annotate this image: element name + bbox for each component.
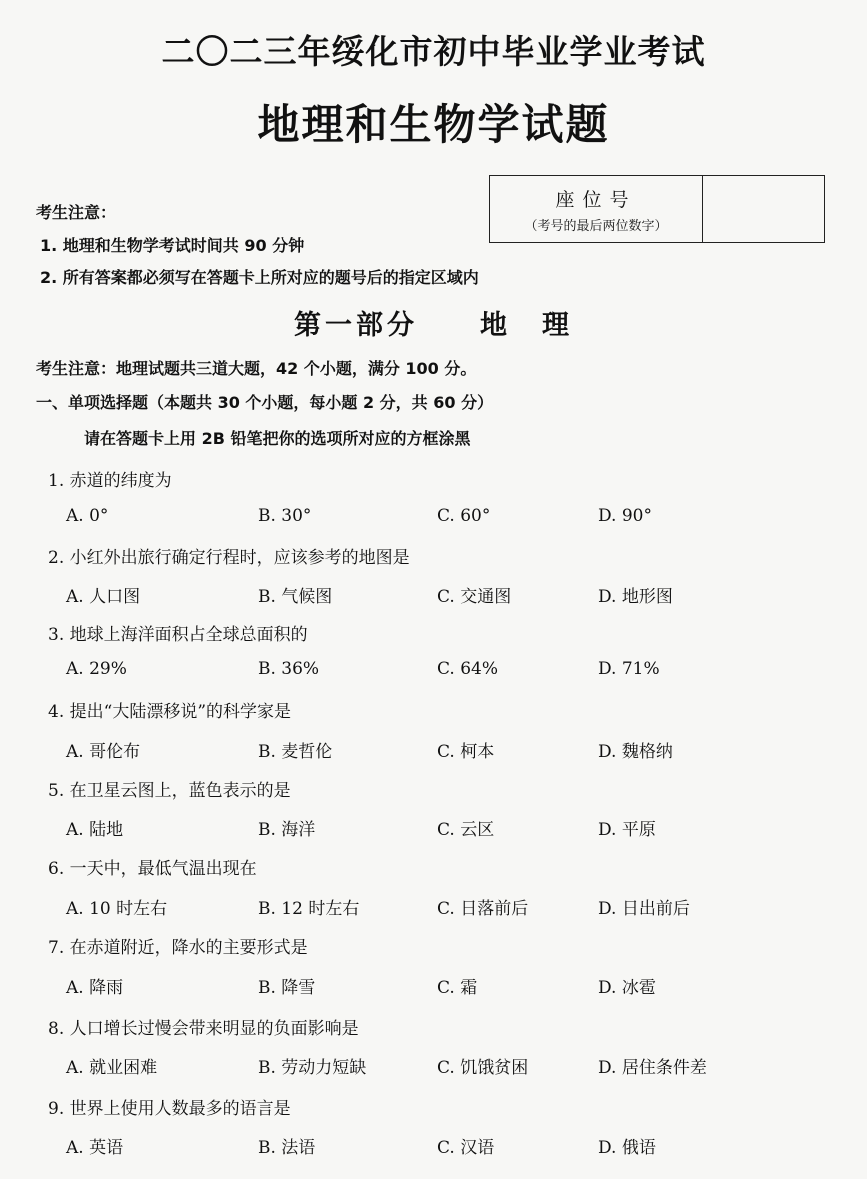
option: A. 29% bbox=[66, 659, 127, 679]
option: A. 英语 bbox=[66, 1138, 124, 1158]
question-text: 8. 人口增长过慢会带来明显的负面影响是 bbox=[48, 1019, 359, 1039]
option: A. 哥伦布 bbox=[66, 742, 141, 762]
subject-title: 地理和生物学试题 bbox=[257, 100, 610, 149]
question-text: 2. 小红外出旅行确定行程时，应该参考的地图是 bbox=[48, 548, 410, 568]
part-notice: 考生注意：地理试题共三道大题，42 个小题，满分 100 分。 bbox=[36, 359, 477, 378]
seat-number-blank bbox=[703, 176, 824, 242]
option: C. 云区 bbox=[437, 820, 495, 840]
notice-heading: 考生注意： bbox=[36, 203, 117, 222]
seat-number-box bbox=[489, 175, 825, 243]
option: B. 30° bbox=[258, 506, 312, 526]
option: C. 64% bbox=[437, 659, 498, 679]
section-heading: 一、单项选择题（本题共 30 个小题，每小题 2 分，共 60 分） bbox=[36, 393, 494, 412]
option: B. 海洋 bbox=[258, 820, 316, 840]
question-text: 5. 在卫星云图上，蓝色表示的是 bbox=[48, 781, 291, 801]
option: D. 冰雹 bbox=[598, 978, 656, 998]
seat-hint: （考号的最后两位数字） bbox=[524, 218, 668, 234]
notice-item: 2. 所有答案都必须写在答题卡上所对应的题号后的指定区域内 bbox=[40, 268, 479, 287]
seat-label-cell bbox=[490, 176, 703, 242]
option: C. 交通图 bbox=[437, 587, 512, 607]
option: B. 劳动力短缺 bbox=[258, 1058, 367, 1078]
option: C. 饥饿贫困 bbox=[437, 1058, 529, 1078]
option: B. 麦哲伦 bbox=[258, 742, 333, 762]
question-text: 6. 一天中，最低气温出现在 bbox=[48, 859, 257, 879]
section-instruction: 请在答题卡上用 2B 铅笔把你的选项所对应的方框涂黑 bbox=[84, 429, 471, 448]
option: B. 法语 bbox=[258, 1138, 316, 1158]
option: A. 0° bbox=[66, 506, 109, 526]
seat-label: 座位号 bbox=[555, 188, 637, 211]
option: B. 气候图 bbox=[258, 587, 333, 607]
option: C. 柯本 bbox=[437, 742, 495, 762]
question-text: 3. 地球上海洋面积占全球总面积的 bbox=[48, 625, 308, 645]
exam-title: 二〇二三年绥化市初中毕业学业考试 bbox=[161, 32, 706, 71]
option: D. 71% bbox=[598, 659, 660, 679]
option: C. 60° bbox=[437, 506, 491, 526]
option: B. 36% bbox=[258, 659, 320, 679]
option: D. 居住条件差 bbox=[598, 1058, 707, 1078]
option: C. 霜 bbox=[437, 978, 478, 998]
option: B. 降雪 bbox=[258, 978, 316, 998]
question-text: 1. 赤道的纬度为 bbox=[48, 471, 172, 491]
option: D. 90° bbox=[598, 506, 652, 526]
notice-item: 1. 地理和生物学考试时间共 90 分钟 bbox=[40, 236, 305, 255]
question-text: 9. 世界上使用人数最多的语言是 bbox=[48, 1099, 291, 1119]
option: A. 陆地 bbox=[66, 820, 124, 840]
option: A. 人口图 bbox=[66, 587, 141, 607]
option: D. 日出前后 bbox=[598, 899, 690, 919]
option: A. 就业困难 bbox=[66, 1058, 158, 1078]
option: D. 魏格纳 bbox=[598, 742, 673, 762]
option: D. 俄语 bbox=[598, 1138, 656, 1158]
option: C. 日落前后 bbox=[437, 899, 529, 919]
option: D. 平原 bbox=[598, 820, 656, 840]
part-title: 第一部分 地 理 bbox=[294, 310, 573, 341]
question-text: 7. 在赤道附近，降水的主要形式是 bbox=[48, 938, 308, 958]
option: C. 汉语 bbox=[437, 1138, 495, 1158]
option: D. 地形图 bbox=[598, 587, 673, 607]
option: A. 10 时左右 bbox=[66, 899, 168, 919]
question-text: 4. 提出“大陆漂移说”的科学家是 bbox=[48, 702, 292, 722]
option: B. 12 时左右 bbox=[258, 899, 360, 919]
option: A. 降雨 bbox=[66, 978, 124, 998]
